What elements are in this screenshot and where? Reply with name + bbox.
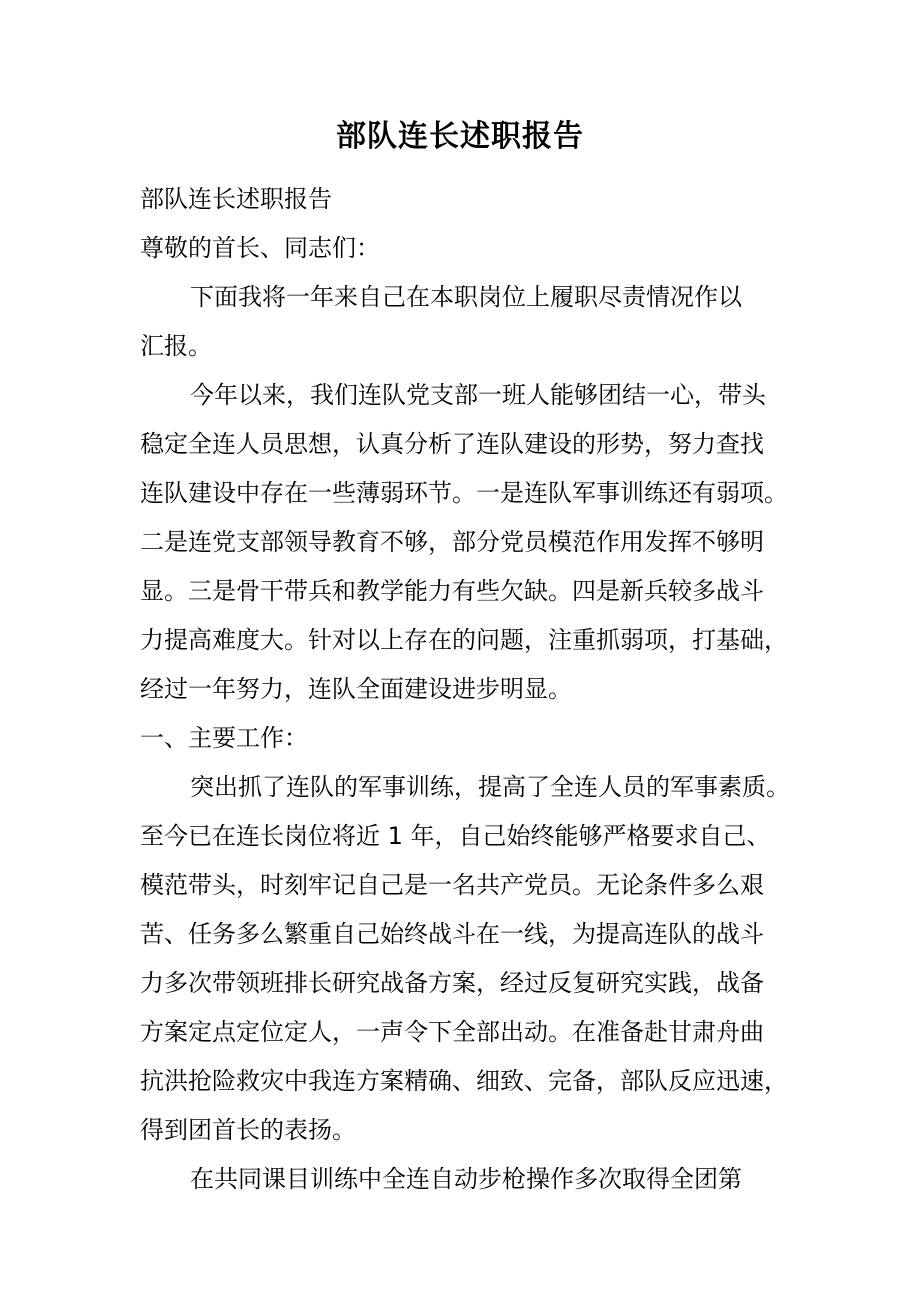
text-line: 模范带头，时刻牢记自己是一名共产党员。无论条件多么艰: [140, 871, 764, 899]
text-line: 二是连党支部领导教育不够，部分党员模范作用发挥不够明: [140, 528, 764, 556]
text-line: 稳定全连人员思想，认真分析了连队建设的形势，努力查找: [140, 430, 764, 458]
text-line: 力多次带领班排长研究战备方案，经过反复研究实践，战备: [140, 969, 764, 997]
text-line: 至今已在连长岗位将近 1 年，自己始终能够严格要求自己、: [140, 822, 771, 850]
text-line: 汇报。: [140, 332, 212, 360]
text-line: 方案定点定位定人，一声令下全部出动。在准备赴甘肃舟曲: [140, 1018, 764, 1046]
text-line: 抗洪抢险救灾中我连方案精确、细致、完备，部队反应迅速，: [140, 1067, 788, 1095]
text-line: 在共同课目训练中全连自动步枪操作多次取得全团第: [190, 1165, 742, 1193]
text-line: 经过一年努力，连队全面建设进步明显。: [140, 675, 572, 703]
text-line: 得到团首长的表扬。: [140, 1116, 356, 1144]
text-line: 尊敬的首长、同志们：: [140, 234, 380, 262]
text-line: 力提高难度大。针对以上存在的问题，注重抓弱项，打基础，: [140, 626, 788, 654]
text-line: 下面我将一年来自己在本职岗位上履职尽责情况作以: [190, 283, 742, 311]
text-line: 一、主要工作：: [140, 724, 308, 752]
document-title: 部队连长述职报告: [336, 119, 584, 154]
text-line: 苦、任务多么繁重自己始终战斗在一线，为提高连队的战斗: [140, 920, 764, 948]
document-body: [140, 175, 788, 1204]
text-line: 连队建设中存在一些薄弱环节。一是连队军事训练还有弱项。: [140, 479, 788, 507]
text-line: 今年以来，我们连队党支部一班人能够团结一心，带头: [190, 381, 766, 409]
text-line: 突出抓了连队的军事训练，提高了全连人员的军事素质。: [190, 773, 790, 801]
text-line: 部队连长述职报告: [140, 185, 332, 213]
text-line: 显。三是骨干带兵和教学能力有些欠缺。四是新兵较多战斗: [140, 577, 764, 605]
